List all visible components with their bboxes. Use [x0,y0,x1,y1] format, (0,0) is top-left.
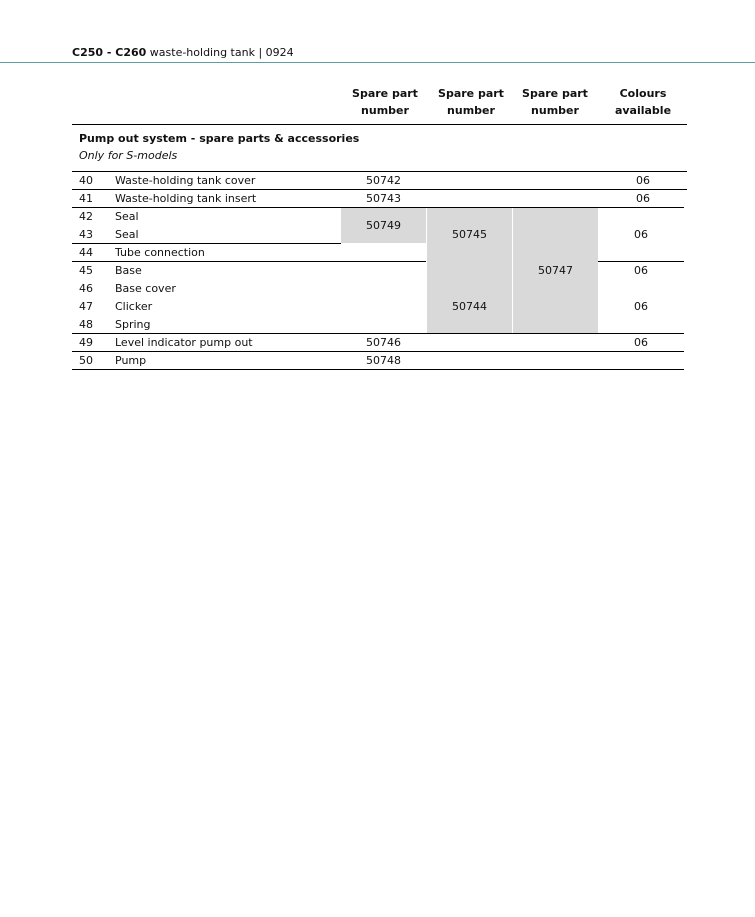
col-head-colours-line2: available [614,104,672,117]
col-head-spare-1-line1: Spare part [352,87,418,100]
part-number: 50747 [538,264,573,277]
part-number: 50748 [366,354,401,367]
row-rule [72,243,341,244]
row-number: 43 [79,228,93,241]
part-number: 50746 [366,336,401,349]
row-number: 48 [79,318,93,331]
col-head-spare-3-line2: number [531,104,579,117]
colour-code: 06 [636,192,650,205]
colour-code: 06 [634,228,648,241]
header-divider [72,124,687,125]
col-head-spare-2-line1: Spare part [438,87,504,100]
row-description: Level indicator pump out [115,336,253,349]
row-number: 42 [79,210,93,223]
colour-code: 06 [634,336,648,349]
col-head-colours [600,85,686,119]
row-number: 40 [79,174,93,187]
row-number: 45 [79,264,93,277]
section-subtitle: Only for S-models [79,149,178,162]
header-rest: waste-holding tank | 0924 [146,46,294,59]
part-number: 50749 [366,219,401,232]
colour-code: 06 [634,264,648,277]
row-description: Clicker [115,300,153,313]
row-number: 47 [79,300,93,313]
row-description: Pump [115,354,147,367]
row-description: Seal [115,228,139,241]
col-head-spare-3 [514,85,596,119]
row-description: Base [115,264,142,277]
col-head-spare-2 [430,85,512,119]
part-number: 50744 [452,300,487,313]
section-title: Pump out system - spare parts & accessories [79,132,360,145]
col-head-spare-3-line1: Spare part [522,87,588,100]
row-number: 49 [79,336,93,349]
part-number: 50742 [366,174,401,187]
row-description: Seal [115,210,139,223]
row-number: 46 [79,282,93,295]
row-number: 44 [79,246,93,259]
row-description: Tube connection [115,246,205,259]
colour-code: 06 [636,174,650,187]
row-description: Base cover [115,282,176,295]
row-number: 41 [79,192,93,205]
colour-code: 06 [634,300,648,313]
row-number: 50 [79,354,93,367]
row-description: Spring [115,318,151,331]
header-rule [0,62,755,63]
header-models: C250 - C260 [72,46,147,59]
page-header [72,46,294,59]
row-description: Waste-holding tank insert [115,192,257,205]
col-head-spare-2-line2: number [447,104,495,117]
col-head-colours-line1: Colours [619,87,667,100]
col-head-spare-1-line2: number [361,104,409,117]
row-description: Waste-holding tank cover [115,174,256,187]
part-number: 50743 [366,192,401,205]
part-number: 50745 [452,228,487,241]
col-head-spare-1 [344,85,426,119]
